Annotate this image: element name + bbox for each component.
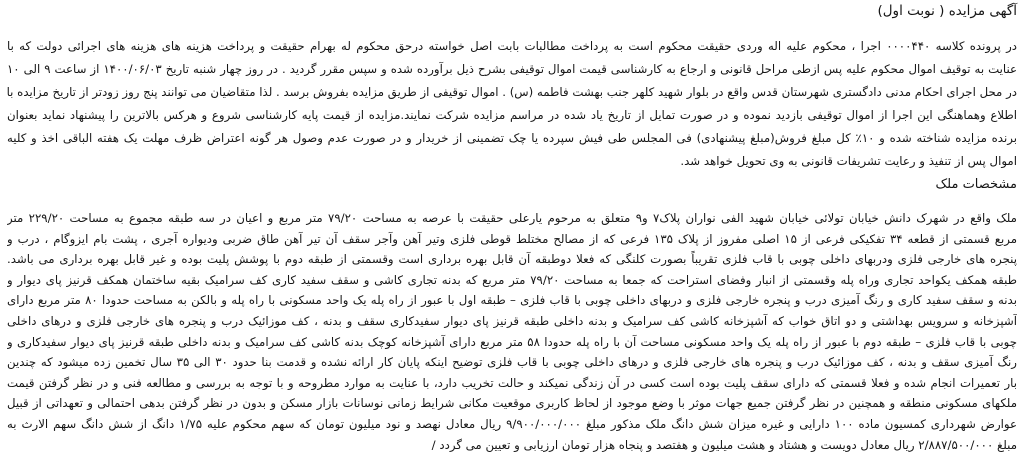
text-line: رنگ آمیزی سقف و بدنه ، کف موزائیک درب و پنجره های خارجی فلزی و درهای داخلی چوبی با قاب فلزی توضیح اینکه پایان کار ارائه نشده و قدمت بنا حدود ۳۰ الی ۳۵ سال تخمین زده میشود که چندین bbox=[7, 355, 1017, 370]
text-line: چوبی با قاب فلزی – طبقه دوم با عبور از راه پله یک واحد مسکونی مساحت آن با راه پله حدودا ۵۸ متر مربع دارای آشپزخانه کوچک بدنه کاشی کف سرامیک و بدنه داخلی طبقه قرنیز پای دیوار سفیدکاری و bbox=[7, 334, 1017, 349]
text-line: اطلاع وهماهنگی این اجرا از اموال توقیفی بازدید نموده و در صورت تمایل از تاریخ یاد شده در مراسم مزایده شرکت نمایند.مزایده از قیمت پایه کارشناسی شروع و هرکس بالاترین را پیشنهاد نماید بعنوان bbox=[7, 108, 1017, 122]
text-line: بار تعمیرات انجام شده و فعلا قسمتی که دارای سقف پلیت بوده است کسی در آن زندگی نمیکند و حالت تخریب دارد، با عنایت به موارد مطروحه و با توجه به بررسی و مطالعه فنی و در نظر گرفتن قیمت bbox=[7, 375, 1017, 390]
property-description-paragraph bbox=[7, 208, 1017, 455]
text-line: مربع قسمتی از قطعه ۳۴ تفکیکی فرعی از ۱۵ اصلی مفروز از پلاک ۱۳۵ فرعی که از مصالح مختلط قوطی فلزی وتیر آهن وآجر سقف آن تیر آهن طاق ضربی ودیواره آجری ، پشت بام ایزوگام ، درب و bbox=[7, 231, 1017, 246]
text-line: آشپزخانه و سرویس بهداشتی و دو اتاق خواب که آشپزخانه کاشی کف سرامیک و بدنه داخلی طبقه قرنیز پای دیوار سفیدکاری سقف و بدنه ، کف موزائیک درب و پنجره های خارجی فلزی و درهای داخلی bbox=[7, 313, 1017, 328]
text-line: عوارض شهرداری کمسیون ماده ۱۰۰ دارایی و غیره میزان شش دانگ ملک مذکور مبلغ ۹/۹۰۰/۰۰۰/۰۰۰ ریال معادل نهصد و نود میلیون تومان که سهم محکوم علیه ۱/۷۵ دانگ از شش دانگ سهم الارث به bbox=[7, 416, 1017, 431]
text-line: ملکهای مسکونی منطقه و همچنین در نظر گرفتن جمیع جهات موثر با وضع موجود از لحاظ کاربری موقعیت مکانی شرایط زمانی نوسانات بازار مسکن و بدون در نظر گرفتن بدهی احتمالی و تعهداتی از قبیل bbox=[7, 396, 1017, 411]
text-line: برنده مزایده شناخته شده و ۱۰٪ کل مبلغ فروش(مبلغ پیشنهادی) فی المجلس طی فیش سپرده یا چک تضمینی از خریدار و در صورت عدم وصول هر گونه اعتراض ظرف مهلت یک هفته الباقی اخذ و کلیه bbox=[7, 131, 1017, 145]
text-line: طبقه همکف یکواحد تجاری وراه پله وقسمتی از انبار وفضای استراحت که جمعا به مساحت ۷۹/۲۰ متر مربع که بدنه تجاری کاشی و سقف سفید کاری کف سرامیک بقیه ساختمان همکف قرنیز پای دیوار و bbox=[7, 272, 1017, 287]
auction-terms-paragraph bbox=[7, 35, 1017, 173]
text-line: مبلغ ۲/۸۸۷/۵۰۰/۰۰۰ ریال معادل دویست و هشتاد و هشت میلیون و هفتصد و پنجاه هزار تومان ارزیابی و تعیین می گردد / bbox=[431, 437, 1017, 452]
text-line: اموال پس از تنفیذ و رعایت تشریفات قانونی به وی تحویل خواهد شد. bbox=[680, 154, 1017, 168]
text-line: عنایت به توقیف اموال محکوم علیه پس ازطی مراحل قانونی و ارجاع به کارشناسی قیمت اموال توقیفی بشرح ذیل برآورده شده و سپس مقرر گردید . در روز چهار شنبه تاریخ ۱۴۰۰/۰۶/۰۳ از ساعت ۹ الی ۱۰ bbox=[7, 62, 1017, 76]
text-line: در محل اجرای احکام مدنی دادگستری شهرستان قدس واقع در بلوار شهید کلهر جنب بهشت فاطمه (س) . اموال توقیفی از طریق مزایده بفروش برسد . لذا متقاضیان می توانند پنج روز زودتر از تاریخ مزایده با bbox=[7, 85, 1017, 99]
text-line: ملک واقع در شهرک دانش خیابان تولائی خیابان شهید الفی نواران پلاک۷ و۹ متعلق به مرحوم یارعلی حقیقت با عرصه به مساحت ۷۹/۲۰ متر مربع و اعیان در سه طبقه مجموع به مساحت ۲۲۹/۲۰ متر bbox=[7, 211, 1017, 225]
text-line: در پرونده کلاسه ۰۰۰۰۴۴۰ اجرا ، محکوم علیه اله وردی حقیقت محکوم است به پرداخت مطالبات بابت اصل خواسته درحق محکوم له بهرام حقیقت و پرداخت هزینه های هزینه های اجرائی دولت که با bbox=[7, 39, 1017, 53]
notice-title: آگهی مزایده ( نوبت اول) bbox=[877, 3, 1017, 19]
text-line: پنجره های خارجی فلزی ودربهای داخلی چوبی با قاب فلزی تقریباً بصورت کلنگی که فعلا دوطبقه آن قابل بهره برداری است وقسمتی از طبقه دوم با پوشش پلیت بوده و غیر قابل بهره برداری می باشد. bbox=[7, 252, 1017, 267]
property-specs-heading: مشخصات ملک bbox=[935, 177, 1017, 192]
text-line: بدنه و سقف سفید کاری و رنگ آمیزی درب و پنجره خارجی فلزی و دربهای داخلی چوبی با قاب فلزی – طبقه اول با عبور از راه پله یک واحد مسکونی با راه پله و بالکن به مساحت حدودا ۸۰ متر مربع دارای bbox=[7, 293, 1017, 308]
